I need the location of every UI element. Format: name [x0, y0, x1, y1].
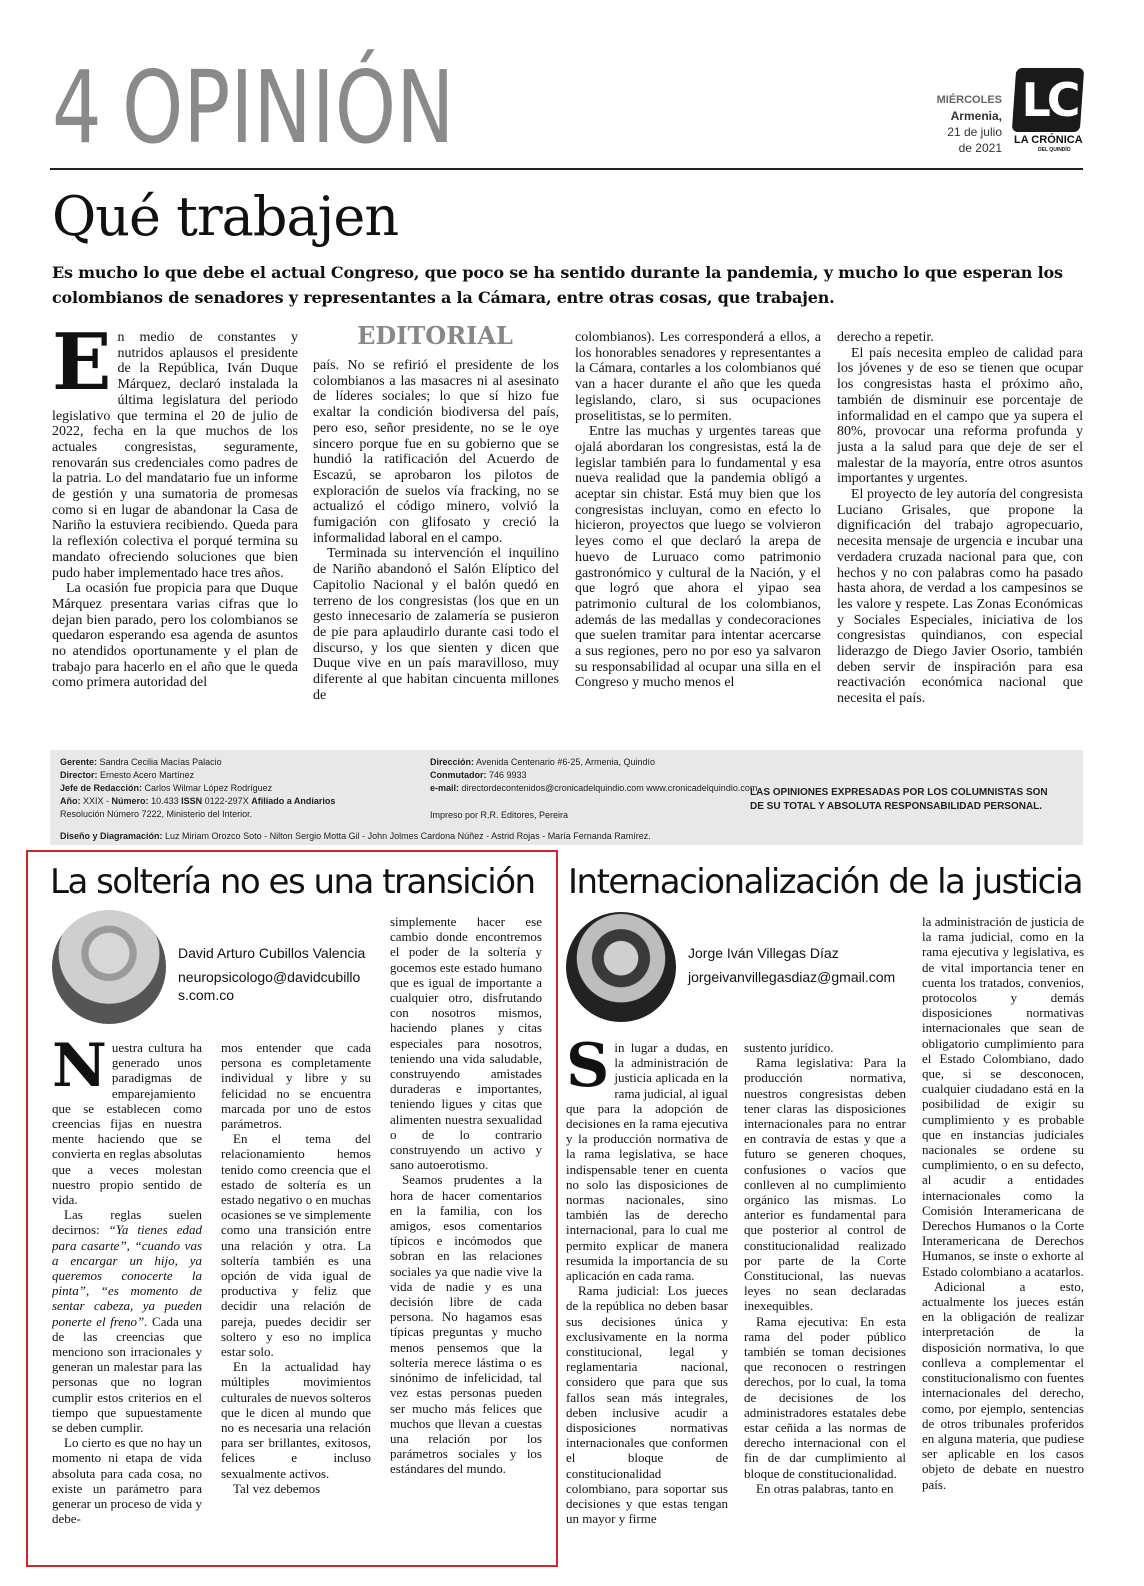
- staff-value: Carlos Wilmar López Rodríguez: [144, 783, 273, 793]
- logo-name: LA CRÓNICA: [1014, 134, 1083, 146]
- paragraph: mos entender que cada persona es completamente individual y libre y su felicidad no se encuentra marcada por uno de estos parámetros.: [221, 1040, 371, 1132]
- page-number: 4: [52, 49, 102, 166]
- paragraph: En el tema del relacionamiento hemos tenido como creencia que el estado de soltería es un estado negativo o en muchas ocasiones se ve simplemente como una transición entre una relación y otra. La soltería también es una opción de vida igual de productiva y feliz que decidir una relación de pareja, puedes decidir ser soltero y eso no implica estar solo.: [221, 1131, 371, 1360]
- date-block: [900, 92, 1002, 156]
- author-email-right: jorgeivanvillegasdiaz@gmail.com: [688, 969, 896, 985]
- logo-letters: LC: [1021, 73, 1077, 127]
- staff-printer: Impreso por R.R. Editores, Pereira: [430, 810, 569, 820]
- left-column-3: [390, 914, 542, 1560]
- staff-label: Número:: [111, 796, 149, 806]
- staff-label: Gerente:: [60, 757, 98, 767]
- paragraph: Lo cierto es que no hay un momento ni etapa de vida absoluta para cada cosa, no existe un parámetro para generar un proceso de vida y debe-: [52, 1435, 202, 1527]
- staff-value: Luz Miriam Orozco Soto - Nilton Sergio Motta Gil - John Jolmes Cardona Núñez - Astrid Rojas - María Fernanda Ramírez.: [165, 831, 651, 841]
- editorial-column-1: [52, 330, 298, 734]
- paragraph: En otras palabras, tanto en: [756, 1480, 894, 1496]
- staff-label: Conmutador:: [430, 770, 487, 780]
- staff-value: 0122-297X: [204, 796, 249, 806]
- drop-cap: N: [52, 1040, 107, 1101]
- staff-label: Director:: [60, 770, 98, 780]
- paragraph: Rama judicial: Los jueces de la república no deben basar sus decisiones única y exclusivamente en la norma constitucional, legal y reglamentaria nacional, considero que para que sus fallos sean más integrales, deben inclusive acudir a disposiciones normativas internacionales que conformen el bloque de constitucionalidad colombiano, para soportar sus decisiones y que estas tengan un mayor y firme: [566, 1283, 728, 1527]
- masthead-rule: [50, 168, 1083, 170]
- author-name-left: David Arturo Cubillos Valencia: [178, 945, 366, 961]
- paragraph: Seamos prudentes a la hora de hacer comentarios en la familia, con los amigos, esos comentarios típicos e incómodos que sobran en las relaciones sociales ya que nadie vive la vida de nadie y es una decisión libre de cada persona. No hagamos esas típicas preguntas y mucho menos pensemos que la soltería merece lástima o es sinónimo de infelicidad, tal vez estas personas pueden ser mucho más felices que muchos que llevan a cuestas una relación por los parámetros sociales y los estándares del mundo.: [390, 1172, 542, 1477]
- author-photo-right: [566, 912, 676, 1022]
- paragraph: Rama ejecutiva: En esta rama del poder público también se toman decisiones que reconocen o restringen derechos, por lo cual, la toma de decisiones de los administradores estatales debe estar ceñida a las normas de derecho internacional con el fin de dar cumplimiento al bloque de constitucionalidad.: [744, 1313, 906, 1481]
- date-day: MIÉRCOLES: [936, 94, 1002, 106]
- paragraph: Adicional a esto, actualmente los jueces están en la obligación de realizar interpretación de la disposición normativa, lo que conlleva a complementar el constitucionalismo con fuentes internacionales del derecho, como, por ejemplo, sentencias de otros tribunales proferidos en alguna materia, que pudiese ser aplicable en los casos objeto de debate en nuestro país.: [922, 1278, 1084, 1492]
- date-city: Armenia,: [950, 109, 1002, 123]
- staff-disclaimer: LAS OPINIONES EXPRESADAS POR LOS COLUMNISTAS SON DE SU TOTAL Y ABSOLUTA RESPONSABILIDAD PERSONAL.: [750, 787, 1048, 812]
- staff-value: Ernesto Acero Martínez: [100, 770, 195, 780]
- column-title-right: Internacionalización de la justicia: [568, 862, 1083, 902]
- paragraph: derecho a repetir.: [837, 330, 934, 345]
- paragraph: la administración de justicia de la rama judicial, como en la rama ejecutiva y legislativa, es de vital importancia tener en cuenta los tratados, convenios, protocolos y demás disposiciones normativas internacionales que sean de obligatorio cumplimiento para el Estado Colombiano, dado que, si se desconocen, cualquier ciudadano está en la posibilidad de exigir su cumplimiento y es probable que en instancias judiciales nacionales se ordene su cumplimiento, o en su defecto, al acudir a entidades internacionales como la Comisión Interamericana de Derechos Humanos o la Corte Interamericana de Derechos Humanos, se inste o exhorte al Estado colombiano a acatarlos.: [922, 914, 1084, 1279]
- paragraph: sustento jurídico.: [744, 1040, 834, 1055]
- logo-sub: DEL QUINDÍO: [1038, 147, 1071, 153]
- staff-value: Afiliado a Andiarios: [251, 796, 336, 806]
- date-line2: de 2021: [958, 141, 1002, 155]
- editorial-column-3: [575, 330, 821, 734]
- author-name-right: Jorge Iván Villegas Díaz: [688, 945, 839, 961]
- author-email-left: neuropsicologo@davidcubillos.com.co: [178, 969, 361, 1003]
- staff-label: Diseño y Diagramación:: [60, 831, 163, 841]
- date-line1: 21 de julio: [947, 125, 1002, 139]
- paragraph: colombianos). Les corresponderá a ellos, a los honorables senadores y representantes a la Cámara, contarles a los colombianos qué van a hacer durante el año que les queda legislando, claro, si sus ocupaciones proselitistas, se lo permiten.: [575, 330, 821, 424]
- staff-label: Dirección:: [430, 757, 475, 767]
- paragraph: Rama legislativa: Para la producción normativa, nuestros congresistas deben tener claras las disposiciones internacionales para no entrar en contravía de estas y que a futuro se generen choques, confusiones o vacíos que conlleven al no cumplimiento orgánico las mismas. Lo anterior es fundamental para que posterior al control de constitucionalidad realizado por parte de la Corte Constitucional, las nuevas leyes no sean declaradas inexequibles.: [744, 1055, 906, 1314]
- paragraph: país. No se refirió el presidente de los colombianos a las masacres ni al asesinato de líderes sociales; lo que sí hizo fue exaltar la condición biodiversa del país, pero eso, señor presidente, no se le oye sincero porque fue en su gobierno que se hundió la ratificación del Acuerdo de Escazú, se aprobaron los pilotos de exploración de suelos vía fracking, no se actualizó el código minero, volvió la fumigación con glifosato y creció la informalidad laboral en el campo.: [313, 358, 559, 546]
- paragraph: uestra cultura ha generado unos paradigmas de emparejamiento que se establecen como creencias fijas en nuestra mente haciendo que se convierta en reglas absolutas que a veces molestan nuestro propio sentido de vida.: [52, 1040, 202, 1208]
- paragraph-text: Las reglas suelen decirnos:: [52, 1207, 202, 1238]
- editorial-subhead: Es mucho lo que debe el actual Congreso, que poco se ha sentido durante la pandemia, y mucho lo que esperan los colombianos de senadores y representantes a la Cámara, entre otras cosas, que trabajen.: [52, 263, 1063, 307]
- staff-label: Jefe de Redacción:: [60, 783, 143, 793]
- right-column-2: [744, 1040, 906, 1560]
- editorial-label: EDITORIAL: [357, 321, 513, 350]
- staff-value: Sandra Cecilia Macías Palacio: [99, 757, 222, 767]
- staff-value: 10.433: [151, 796, 179, 806]
- staff-value: directordecontenidos@cronicadelquindio.com www.cronicadelquindio.com: [461, 783, 758, 793]
- right-column-1: [566, 1040, 728, 1560]
- staff-box: [50, 750, 1083, 845]
- staff-value: 746 9933: [489, 770, 527, 780]
- paragraph: simplemente hacer ese cambio donde encontremos el poder de la soltería y gocemos este estado humano que es igual de importante a cualquier otro, disfrutando con nosotros mismos, haciendo planes y citas especiales para nosotros, teniendo una vida saludable, construyendo amistades duraderas e importantes, teniendo ligues y citas que alimenten nuestra sexualidad o de lo contrario construyendo un activo y sano autoerotismo.: [390, 914, 542, 1173]
- paragraph-text: Cada una de las creencias que menciono son irracionales y generan un malestar para las personas que no logran cumplir estos criterios en el tiempo que supuestamente se deben cumplir.: [52, 1313, 202, 1436]
- quoted-phrases: “Ya tienes edad para casarte”, “cuando vas a encargar un hijo, ya queremos conocerte la pinta”, “es momento de sentar cabeza, ya pueden ponerte el freno”.: [52, 1222, 202, 1329]
- staff-resolution: Resolución Número 7222, Ministerio del Interior.: [60, 809, 253, 819]
- editorial-column-2: [313, 358, 559, 734]
- editorial-headline: Qué trabajen: [52, 185, 399, 248]
- staff-label: Año:: [60, 796, 81, 806]
- author-photo-left: [52, 910, 166, 1024]
- paragraph: in lugar a dudas, en la administración de justicia aplicada en la rama judicial, al igual que para la adopción de decisiones en la rama ejecutiva y la producción normativa de la rama legislativa, se hace indispensable tener en cuenta no solo las disposiciones de normas nacionales, sino también las de derecho internacional, para lo cual me permito explicar de manera resumida la importancia de su aplicación en cada rama.: [566, 1040, 728, 1284]
- drop-cap: S: [566, 1040, 610, 1101]
- column-title-left: La soltería no es una transición: [50, 862, 535, 902]
- paragraph: El país necesita empleo de calidad para los jóvenes y de eso se tienen que ocupar los congresistas hasta el próximo año, también de disminuir ese porcentaje de informalidad en el campo que ya supera el 80%, provocar una reforma profunda y justa a la salud para que deje de ser el malestar de la mayoría, entre otros asuntos importantes y urgentes.: [837, 345, 1083, 487]
- left-column-2: [221, 1040, 371, 1560]
- staff-label: e-mail:: [430, 783, 460, 793]
- staff-value: Avenida Centenario #6-25, Armenia, Quindío: [476, 757, 655, 767]
- left-column-1: [52, 1040, 202, 1560]
- paragraph: En la actualidad hay múltiples movimientos culturales de nuevos solteros que le dicen al mundo que no es necesaria una relación para ser brillantes, exitosos, felices e incluso sexualmente activos.: [221, 1359, 371, 1481]
- paragraph: Tal vez debemos: [233, 1480, 321, 1496]
- staff-value: XXIX -: [83, 796, 110, 806]
- editorial-column-4: [837, 330, 1083, 734]
- right-column-3: [922, 914, 1084, 1560]
- section-title: OPINIÓN: [122, 49, 455, 166]
- paragraph: Terminada su intervención el inquilino de Nariño abandonó el Salón Elíptico del Capitolio Nacional y el balón quedó en terreno de los congresistas (los que en un gesto innecesario de zalamería se pusieron de pie para aplaudirlo durante casi todo el discurso, y los que sienten y dicen que Duque vive en un país maravilloso, muy diferente al que habitan cincuenta millones de: [313, 546, 559, 703]
- logo: [1014, 68, 1084, 160]
- paragraph: El proyecto de ley autoría del congresista Luciano Grisales, que propone la dignificación del trabajo agropecuario, necesita mensaje de urgencia e incubar una verdadera cruzada nacional para que, con hechos y no con palabras como ha pasado hasta ahora, de verdad a los campesinos se les valore y respete. Las Zonas Económicas y Sociales Especiales, iniciativa de los congresistas quindianos, con especial liderazgo de Diego Javier Osorio, también deben servir de inspiración para esa reactivación económica nacional que necesita el país.: [837, 487, 1083, 707]
- paragraph: La ocasión fue propicia para que Duque Márquez presentara varias cifras que lo dejan bien parado, pero los colombianos se quedaron esperando esa agenda de asuntos no atendidos oportunamente y el plan de trabajo para hacerlo en el año que le queda como primera autoridad del: [52, 581, 298, 691]
- staff-label: ISSN: [181, 796, 203, 806]
- paragraph: Entre las muchas y urgentes tareas que ojalá abordaran los congresistas, está la de legislar también para lo fundamental y esa nueva realidad que la pandemia obligó a aceptar sin chistar. Está muy bien que los congresistas incluyan, como en efecto lo hicieron, proyectos que luego se volvieron leyes como el que declaró la arepa de huevo de Luruaco como patrimonio gastronómico y cultural de la Nación, y el que logró que ahora el yipao sea patrimonio cultural de los colombianos, además de las medallas y condecoraciones que suelen tramitar para intentar acercarse a sus regiones, pero no por eso ya salvaron su responsabilidad al ocupar una silla en el Congreso y mucho menos el: [575, 424, 821, 691]
- paragraph: n medio de constantes y nutridos aplausos el presidente de la República, Iván Duque Márquez, declaró instalada la última legislatura del periodo legislativo que termina el 20 de julio de 2022, fecha en la que muchos de los actuales congresistas, seguramente, renovarán sus credenciales como padres de la patria. Lo del mandatario fue un informe de gestión y una sumatoria de promesas como si en lugar de abandonar la Casa de Nariño la estuviera recibiendo. Queda para la reflexión colectiva el porqué termina su mandato ofreciendo soluciones que bien pudo haber implementado hace tres años.: [52, 330, 298, 581]
- drop-cap: E: [52, 330, 112, 408]
- paragraph: [52, 1207, 202, 1435]
